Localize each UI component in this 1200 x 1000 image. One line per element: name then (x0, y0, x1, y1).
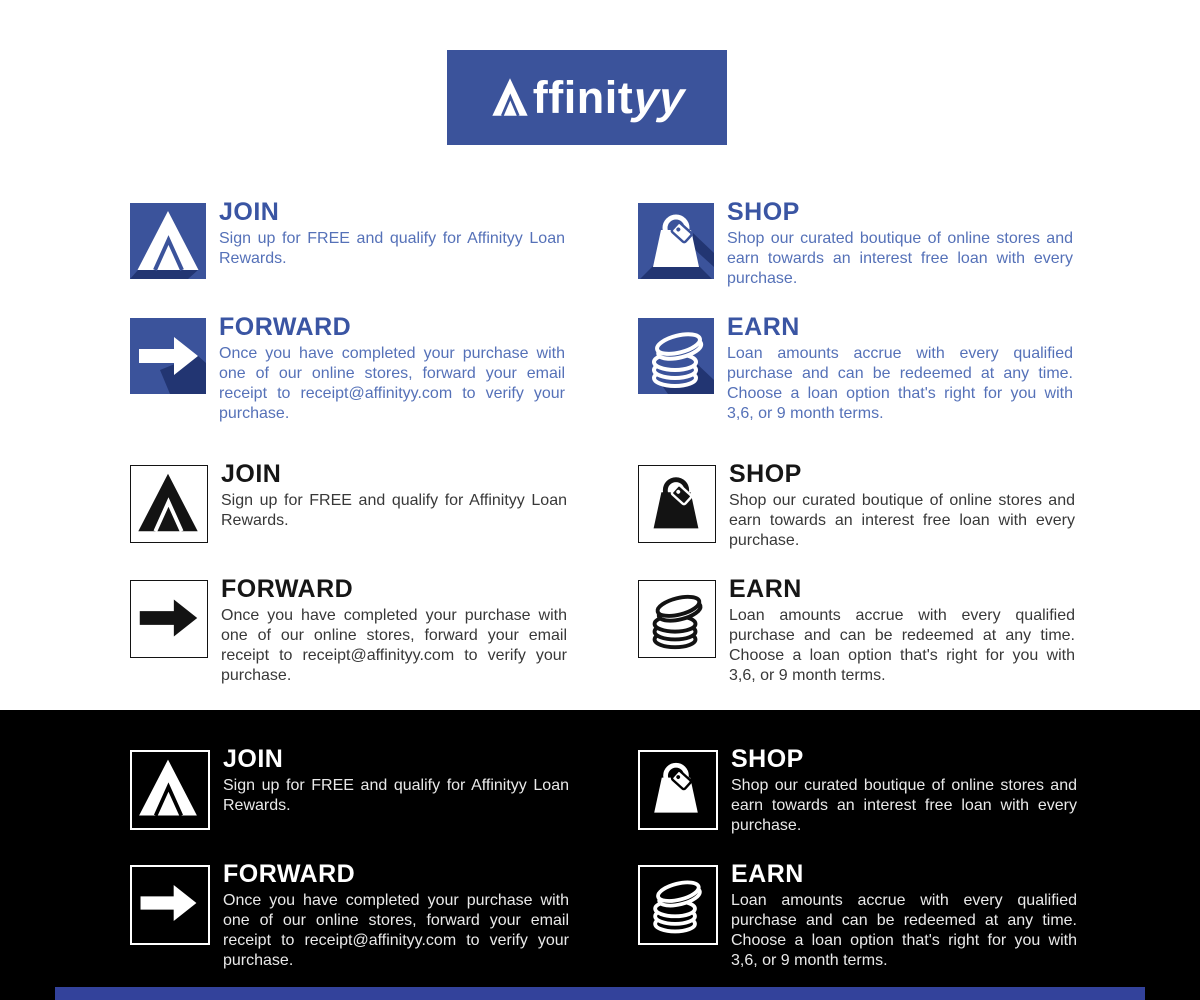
feature-item-shop (638, 745, 1108, 865)
shopping-bag-icon (640, 752, 712, 824)
coins-icon (638, 318, 714, 394)
affinity-a-icon (489, 73, 531, 121)
icon-tile (638, 580, 716, 658)
icon-tile (130, 203, 206, 279)
affinity-a-icon (130, 203, 206, 279)
row (0, 860, 1200, 980)
feature-description: Sign up for FREE and qualify for Affinityy Loan Rewards. (219, 230, 565, 267)
feature-title: SHOP (731, 745, 804, 773)
feature-title: FORWARD (223, 860, 356, 888)
feature-title: EARN (731, 860, 804, 888)
affinity-a-icon (131, 466, 205, 540)
feature-item-shop (638, 460, 1108, 580)
feature-description: Once you have completed your purchase with one of our online stores, forward your email receipt to receipt@affinityy.com to verify your purchase. (223, 892, 569, 969)
feature-title: JOIN (223, 745, 284, 773)
feature-description: Sign up for FREE and qualify for Affinityy Loan Rewards. (221, 492, 567, 529)
icon-tile (638, 465, 716, 543)
feature-item-forward (130, 860, 600, 980)
icon-tile (130, 318, 206, 394)
feature-title: JOIN (221, 460, 282, 488)
feature-title: EARN (727, 313, 800, 341)
feature-description: Shop our curated boutique of online stores and earn towards an interest free loan with every purchase. (727, 230, 1073, 287)
icon-tile (130, 465, 208, 543)
arrow-right-icon (130, 318, 206, 394)
row (0, 313, 1200, 433)
feature-description: Shop our curated boutique of online stores and earn towards an interest free loan with every purchase. (729, 492, 1075, 549)
feature-title: SHOP (727, 198, 800, 226)
logo-part2: yy (627, 71, 692, 123)
feature-item-earn (638, 860, 1108, 980)
feature-item-earn (638, 575, 1108, 695)
feature-description: Once you have completed your purchase with one of our online stores, forward your email receipt to receipt@affinityy.com to verify your purchase. (219, 345, 565, 422)
icon-tile (130, 580, 208, 658)
row (0, 575, 1200, 695)
feature-description: Once you have completed your purchase with one of our online stores, forward your email receipt to receipt@affinityy.com to verify your purchase. (221, 607, 567, 684)
feature-title: FORWARD (219, 313, 352, 341)
feature-description: Sign up for FREE and qualify for Affinityy Loan Rewards. (223, 777, 569, 814)
icon-tile (638, 203, 714, 279)
shopping-bag-icon (638, 203, 714, 279)
logo-part1: ffinit (532, 71, 634, 123)
row (0, 460, 1200, 580)
feature-item-join (130, 745, 600, 865)
feature-item-join (130, 198, 600, 318)
feature-item-earn (638, 313, 1108, 433)
section-blue-style (0, 198, 1200, 433)
icon-tile (638, 750, 718, 830)
footer-accent-bar (55, 987, 1145, 1000)
icon-tile (130, 865, 210, 945)
feature-item-shop (638, 198, 1108, 318)
feature-description: Loan amounts accrue with every qualified purchase and can be redeemed at any time. Choose a loan option that's right for you with 3,6, or 9 month terms. (731, 892, 1077, 969)
feature-title: SHOP (729, 460, 802, 488)
icon-tile (638, 865, 718, 945)
logo-wordmark (532, 71, 692, 124)
feature-description: Shop our curated boutique of online stores and earn towards an interest free loan with every purchase. (731, 777, 1077, 834)
feature-title: FORWARD (221, 575, 354, 603)
feature-item-join (130, 460, 600, 580)
feature-item-forward (130, 575, 600, 695)
arrow-right-icon (132, 867, 204, 939)
section-outline-style (0, 460, 1200, 695)
feature-description: Loan amounts accrue with every qualified purchase and can be redeemed at any time. Choose a loan option that's right for you with 3,6, or 9 month terms. (729, 607, 1075, 684)
icon-tile (638, 318, 714, 394)
feature-title: JOIN (219, 198, 280, 226)
affinityy-logo (447, 50, 727, 145)
section-inverted-style (0, 710, 1200, 1000)
feature-item-forward (130, 313, 600, 433)
arrow-right-icon (131, 581, 205, 655)
row (0, 745, 1200, 865)
affinity-a-icon (132, 752, 204, 824)
coins-icon (640, 867, 712, 939)
shopping-bag-icon (639, 466, 713, 540)
row (0, 198, 1200, 318)
icon-tile (130, 750, 210, 830)
feature-description: Loan amounts accrue with every qualified purchase and can be redeemed at any time. Choose a loan option that's right for you with 3,6, or 9 month terms. (727, 345, 1073, 422)
feature-title: EARN (729, 575, 802, 603)
coins-icon (639, 581, 713, 655)
